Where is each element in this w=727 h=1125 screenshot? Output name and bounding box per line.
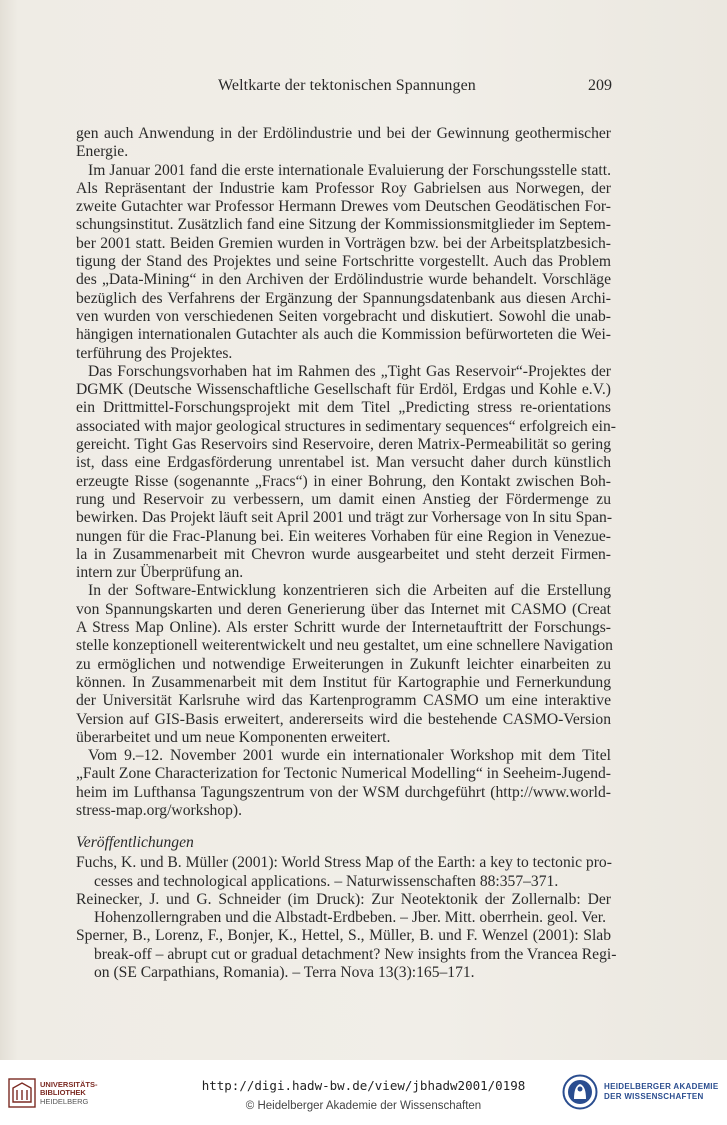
text-line: gen auch Anwendung in der Erdölindustrie und bei der Gewinnung geothermischer [76, 125, 611, 142]
text-line: stelle konzeptionell weiterentwickelt und neu gestaltet, um eine schnellere Navigation [76, 637, 613, 655]
text-line: tigung der Stand des Projektes und seine Fortschritte vorgestellt. Auch das Problem [76, 253, 611, 271]
text-line: erzeugte Risse (sogenannte „Fracs“) in einer Bohrung, den Kontakt zwischen Boh- [76, 472, 611, 490]
reference-line: Hohenzollerngraben und die Albstadt-Erdbeben. – Jber. Mitt. oberrhein. geol. Ver. [94, 909, 607, 927]
permalink-url[interactable]: http://digi.hadw-bw.de/view/jbhadw2001/0198 [201, 1078, 526, 1093]
text-line: Vom 9.–12. November 2001 wurde ein internationaler Workshop mit dem Titel [88, 747, 611, 765]
copyright-notice: © Heidelberger Akademie der Wissenschaften [245, 1100, 482, 1112]
paragraph [76, 162, 611, 363]
text-line: „Fault Zone Characterization for Tectonic Numerical Modelling“ in Seeheim-Jugend- [76, 765, 611, 783]
paragraph [76, 747, 611, 820]
reference-line: Fuchs, K. und B. Müller (2001): World Stress Map of the Earth: a key to tectonic pro- [76, 854, 612, 872]
text-line: In der Software-Entwicklung konzentrieren sich die Arbeiten auf die Erstellung [88, 582, 611, 600]
text-line: associated with major geological structures in sedimentary sequences“ erfolgreich ein- [76, 417, 616, 435]
digitization-footer [0, 1060, 727, 1125]
text-line: terführung des Projektes. [76, 344, 233, 362]
paragraph [76, 125, 611, 162]
text-line: hängigen internationalen Gutachter als auch die Kommission befürworteten die Wei- [76, 326, 611, 344]
text-line: gereicht. Tight Gas Reservoirs sind Reservoire, deren Matrix-Permeabilität so gering [76, 436, 611, 454]
academy-name: HEIDELBERGER AKADEMIE DER WISSENSCHAFTEN [604, 1082, 719, 1101]
text-line: rung und Reservoir zu verbessern, um damit einen Anstieg der Fördermenge zu [76, 490, 611, 508]
reference-entry [76, 927, 617, 982]
text-line: Im Januar 2001 fand die erste internationale Evaluierung der Forschungsstelle statt. [88, 161, 611, 179]
text-line: heim im Lufthansa Tagungszentrum von der WSM durchgeführt (http://www.world- [76, 783, 611, 801]
reference-line: break-off – abrupt cut or gradual detachment? New insights from the Vrancea Regi- [94, 945, 617, 963]
academy-seal-icon [562, 1074, 598, 1110]
text-line: von Spannungskarten und deren Generierung über das Internet mit CASMO (Creat [76, 600, 611, 618]
text-line: Version auf GIS-Basis erweitert, andererseits wird die bestehende CASMO-Version [76, 710, 611, 728]
text-line: Das Forschungsvorhaben hat im Rahmen des „Tight Gas Reservoir“-Projektes der [88, 362, 611, 380]
references-heading: Veröffentlichungen [76, 834, 194, 852]
reference-line: Sperner, B., Lorenz, F., Bonjer, K., Hettel, S., Müller, B. und F. Wenzel (2001): Slab [76, 927, 611, 945]
reference-line: on (SE Carpathians, Romania). – Terra Nova 13(3):165–171. [94, 964, 475, 982]
text-line: bezüglich des Verfahrens der Ergänzung der Spannungsdatenbank aus diesen Archi- [76, 289, 611, 307]
page-number: 209 [588, 77, 612, 94]
text-line: schungsinstitut. Zusätzlich fand eine Sitzung der Kommissionsmitglieder im Septem- [76, 216, 611, 234]
text-line: ein Drittmittel-Forschungsprojekt mit dem Titel „Predicting stress re-orientations [76, 399, 611, 417]
text-line: intern zur Überprüfung an. [76, 564, 244, 582]
text-line: zweite Gutachter war Professor Hermann Drewes vom Deutschen Geodätischen For- [76, 198, 611, 216]
text-line: bewirken. Das Projekt läuft seit April 2001 und trägt zur Vorhersage von In situ Span- [76, 509, 613, 527]
paragraph [76, 362, 616, 583]
text-line: überarbeitet und um neue Komponenten erweitert. [76, 728, 391, 746]
body-text [76, 125, 617, 982]
text-line: ist, dass eine Erdgasförderung unrentabel ist. Man versucht daher durch künstlich [76, 454, 611, 472]
university-library-name: UNIVERSITÄTS- BIBLIOTHEK HEIDELBERG [40, 1080, 98, 1106]
text-line: zu ermöglichen und notwendige Erweiterungen in Zukunft leichter einarbeiten zu [76, 655, 611, 673]
text-line: A Stress Map Online). Als erster Schritt wurde der Internetauftritt der Forschungs- [76, 619, 611, 637]
text-line: ven wurden von verschiedenen Seiten vorgebracht und diskutiert. Sowohl die unab- [76, 307, 611, 325]
reference-entry [76, 891, 611, 928]
reference-line: Reinecker, J. und G. Schneider (im Druck): Zur Neotektonik der Zollernalb: Der [76, 890, 611, 908]
reference-entry [76, 854, 611, 891]
running-title: Weltkarte der tektonischen Spannungen [218, 77, 476, 94]
references-list [76, 854, 617, 982]
text-line: Energie. [76, 143, 129, 161]
text-line: ber 2001 statt. Beiden Gremien wurden in Vorträgen bzw. bei der Arbeitsplatzbesich- [76, 234, 611, 252]
text-line: nungen für die Frac-Planung bei. Ein weiteres Vorhaben für eine Region in Venezue- [76, 527, 611, 545]
running-header [0, 77, 727, 99]
paragraph [76, 582, 611, 747]
text-line: la in Zusammenarbeit mit Chevron wurde ausgearbeitet und steht derzeit Firmen- [76, 545, 611, 563]
reference-line: cesses and technological applications. – Naturwissenschaften 88:357–371. [94, 872, 559, 890]
text-line: der Universität Karlsruhe wird das Kartenprogramm CASMO um eine interaktive [76, 692, 611, 710]
paragraphs [76, 125, 616, 820]
text-line: können. In Zusammenarbeit mit dem Institut für Kartographie und Fernerkundung [76, 673, 611, 691]
text-line: Als Repräsentant der Industrie kam Professor Roy Gabrielsen aus Norwegen, der [76, 179, 611, 197]
text-line: stress-map.org/workshop). [76, 801, 243, 819]
text-line: DGMK (Deutsche Wissenschaftliche Gesellschaft für Erdöl, Erdgas und Kohle e.V.) [76, 381, 611, 399]
text-line: des „Data-Mining“ in den Archiven der Erdölindustrie wurde behandelt. Vorschläge [76, 271, 611, 289]
